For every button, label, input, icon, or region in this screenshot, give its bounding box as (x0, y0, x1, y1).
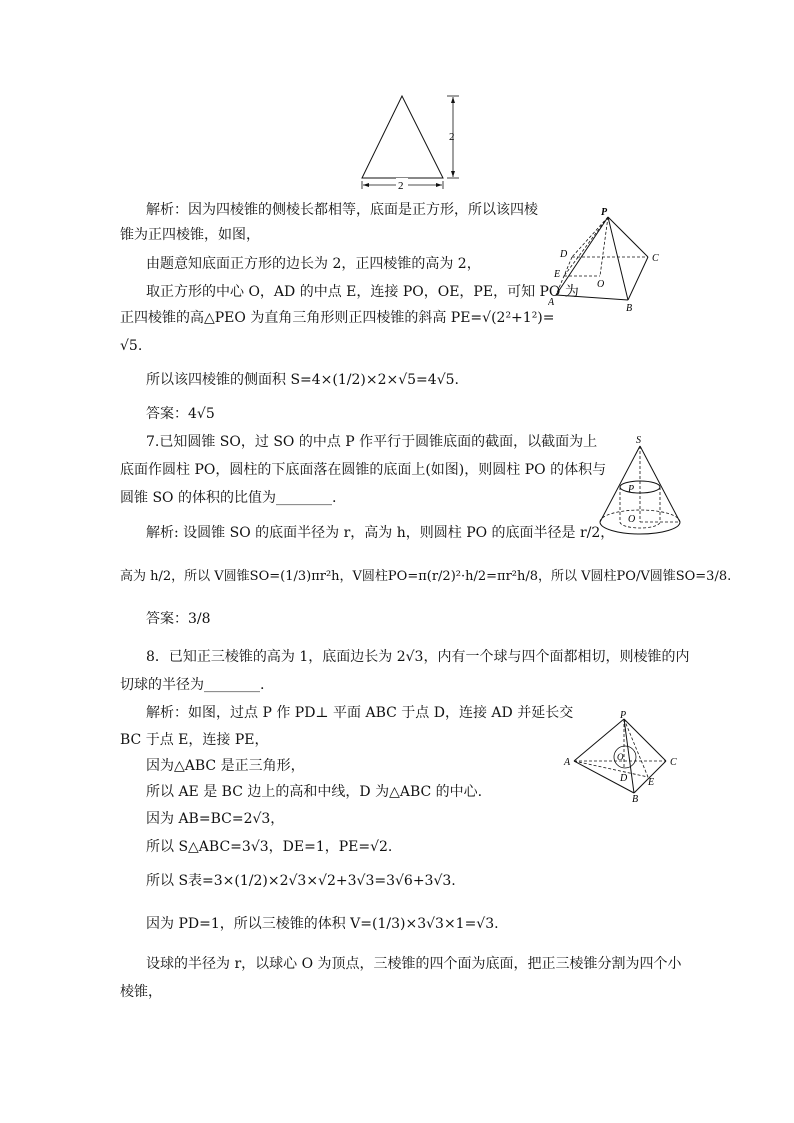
base-label: 2 (398, 180, 404, 192)
pyr-label-C: C (652, 253, 659, 264)
sol6-line5: 正四棱锥的高△PEO 为直角三角形则正四棱锥的斜高 PE=√(2²+1²)= (120, 310, 555, 326)
tp-label-E: E (648, 777, 655, 788)
pyr-label-A: A (548, 297, 555, 308)
answer-value: 4√5 (188, 406, 215, 422)
pyr-label-E: E (554, 269, 561, 280)
q8-sol-line3: 因为△ABC 是正三角形， (146, 758, 305, 774)
tp-label-P: P (620, 711, 627, 721)
tp-label-D: D (620, 773, 628, 784)
q8-line1: 8．已知正三棱锥的高为 1，底面边长为 2√3，内有一个球与四个面都相切，则棱锥的内 (146, 649, 690, 665)
sol6-line1: 解析：因为四棱锥的侧棱长都相等，底面是正方形，所以该四棱 (146, 202, 538, 218)
tp-label-C: C (670, 757, 677, 768)
sol6-line2: 锥为正四棱锥，如图， (120, 227, 260, 243)
q8-sol-line4: 所以 AE 是 BC 边上的高和中线，D 为△ABC 的中心. (146, 784, 483, 800)
pyr-label-D: D (560, 249, 568, 260)
q8-sol-line5: 因为 AB=BC=2√3， (146, 811, 285, 827)
q7-line3: 圆锥 SO 的体积的比值为________. (120, 490, 337, 506)
cone-label-P: P (628, 484, 635, 495)
cone-figure (596, 434, 688, 544)
sol6-line3: 由题意知底面正方形的边长为 2，正四棱锥的高为 2， (146, 256, 481, 272)
sol6-answer (146, 405, 215, 423)
q8-sol-line8: 因为 PD=1，所以三棱锥的体积 V=(1/3)×3√3×1=√3. (146, 916, 499, 932)
cone-label-S: S (636, 435, 641, 446)
answer-value: 3/8 (188, 611, 211, 627)
triangle-figure (355, 92, 470, 192)
height-label: 2 (449, 131, 455, 143)
sol6-line7: 所以该四棱锥的侧面积 S=4×(1/2)×2×√5=4√5. (146, 372, 459, 388)
q8-sol-line10: 棱锥， (120, 984, 162, 1000)
sol6-line4: 取正方形的中心 O，AD 的中点 E，连接 PO，OE，PE，可知 PO 为 (146, 284, 579, 300)
pyramid-figure (548, 205, 666, 315)
q8-sol-line2: BC 于点 E，连接 PE， (120, 732, 269, 748)
q7-answer (146, 610, 211, 628)
cone-label-O: O (628, 514, 636, 525)
q7-sol-line1: 解析: 设圆锥 SO 的底面半径为 r，高为 h，则圆柱 PO 的底面半径是 r/2， (146, 525, 615, 541)
sol6-line6: √5. (120, 338, 143, 354)
tp-label-B: B (632, 794, 639, 803)
tp-label-O: O (617, 752, 624, 762)
answer-label: 答案： (146, 611, 188, 627)
pyr-label-B: B (626, 303, 633, 314)
answer-label: 答案： (146, 406, 188, 422)
triangular-pyramid-figure (562, 711, 684, 803)
q8-sol-line7: 所以 S表=3×(1/2)×2√3×√2+3√3=3√6+3√3. (146, 873, 456, 889)
q8-sol-line9: 设球的半径为 r，以球心 O 为顶点，三棱锥的四个面为底面，把正三棱锥分割为四个小 (146, 956, 682, 972)
pyr-label-P: P (601, 207, 608, 218)
pyr-label-O: O (597, 279, 605, 290)
q8-sol-line1: 解析：如图，过点 P 作 PD⊥ 平面 ABC 于点 D，连接 AD 并延长交 (146, 705, 574, 721)
q7-sol-line2: 高为 h/2，所以 V圆锥SO=(1/3)πr²h，V圆柱PO=π(r/2)²·h/2=πr²h/8，所以 V圆柱PO/V圆锥SO=3/8. (120, 569, 732, 584)
q7-line2: 底面作圆柱 PO，圆柱的下底面落在圆锥的底面上(如图)，则圆柱 PO 的体积与 (120, 462, 607, 478)
tp-label-A: A (564, 757, 571, 768)
q7-line1: 7.已知圆锥 SO，过 SO 的中点 P 作平行于圆锥底面的截面，以截面为上 (146, 434, 598, 450)
q8-line2: 切球的半径为________. (120, 677, 265, 693)
q8-sol-line6: 所以 S△ABC=3√3，DE=1，PE=√2. (146, 839, 393, 855)
